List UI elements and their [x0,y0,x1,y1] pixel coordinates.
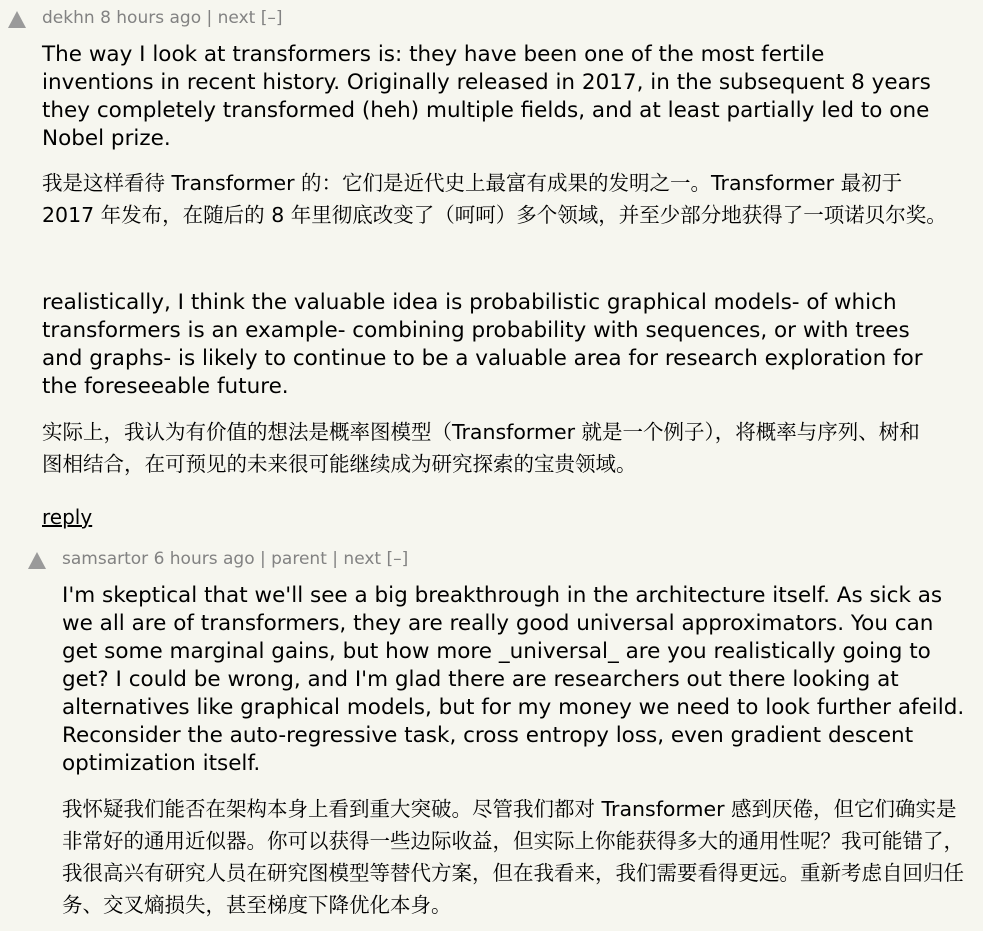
comment-age[interactable]: 8 hours ago [100,8,202,28]
comment-text: realistically, I think the valuable idea is probabilistic graphical models- of which transformers is an example- combining probability with sequences, or with trees and graphs- is likely to continue to be a valuable area for research exploration for the foreseeable future. [42,290,923,399]
collapse-toggle[interactable]: [–] [386,549,409,569]
comment-age[interactable]: 6 hours ago [153,549,255,569]
collapse-toggle[interactable]: [–] [260,8,283,28]
separator: | [260,549,266,569]
comment-header [42,8,282,28]
separator: | [332,549,339,569]
comment-translation: 我怀疑我们能否在架构本身上看到重大突破。尽管我们都对 Transformer 感到厌倦，但它们确实是非常好的通用近似器。你可以获得一些边际收益，但实际上你能获得多大的通用性呢？我可能错了，我很高兴有研究人员在研究图模型等替代方案，但在我看来，我们需要看得更远。重新考虑自回归任务、交叉熵损失，甚至梯度下降优化本身。 [62,797,964,917]
next-link[interactable]: next [343,549,382,569]
comment-author[interactable]: dekhn [42,8,95,28]
comment-text: I'm skeptical that we'll see a big breakthrough in the architecture itself. As sick as we all are of transformers, they are really good universal approximators. You can get some marginal gains, but how more _universal_ are you realistically going to get? I could be wrong, and I'm glad there are researchers out there looking at alternatives like graphical models, but for my money we need to look further afeild. Reconsider the auto-regressive task, cross entropy loss, even gradient descent optimization itself. [62,583,965,776]
comment-text: The way I look at transformers is: they have been one of the most fertile inventions in recent history. Originally released in 2017, in the subsequent 8 years they completely transformed (heh) multiple fields, and at least partially led to one Nobel prize. [42,42,931,151]
upvote-arrow-icon[interactable] [28,552,46,569]
reply-link[interactable]: reply [42,505,93,529]
comment-author[interactable]: samsartor [62,549,149,569]
comment-header [62,549,408,569]
parent-link[interactable]: parent [271,549,327,569]
comment-translation: 实际上，我认为有价值的想法是概率图模型（Transformer 就是一个例子），将概率与序列、树和图相结合，在可预见的未来很可能继续成为研究探索的宝贵领域。 [42,420,920,476]
next-link[interactable]: next [217,8,256,28]
upvote-arrow-icon[interactable] [8,11,26,28]
comment-translation: 我是这样看待 Transformer 的：它们是近代史上最富有成果的发明之一。Transformer 最初于 2017 年发布，在随后的 8 年里彻底改变了（呵呵）多个领域，并至少部分地获得了一项诺贝尔奖。 [42,171,947,227]
separator: | [206,8,213,28]
